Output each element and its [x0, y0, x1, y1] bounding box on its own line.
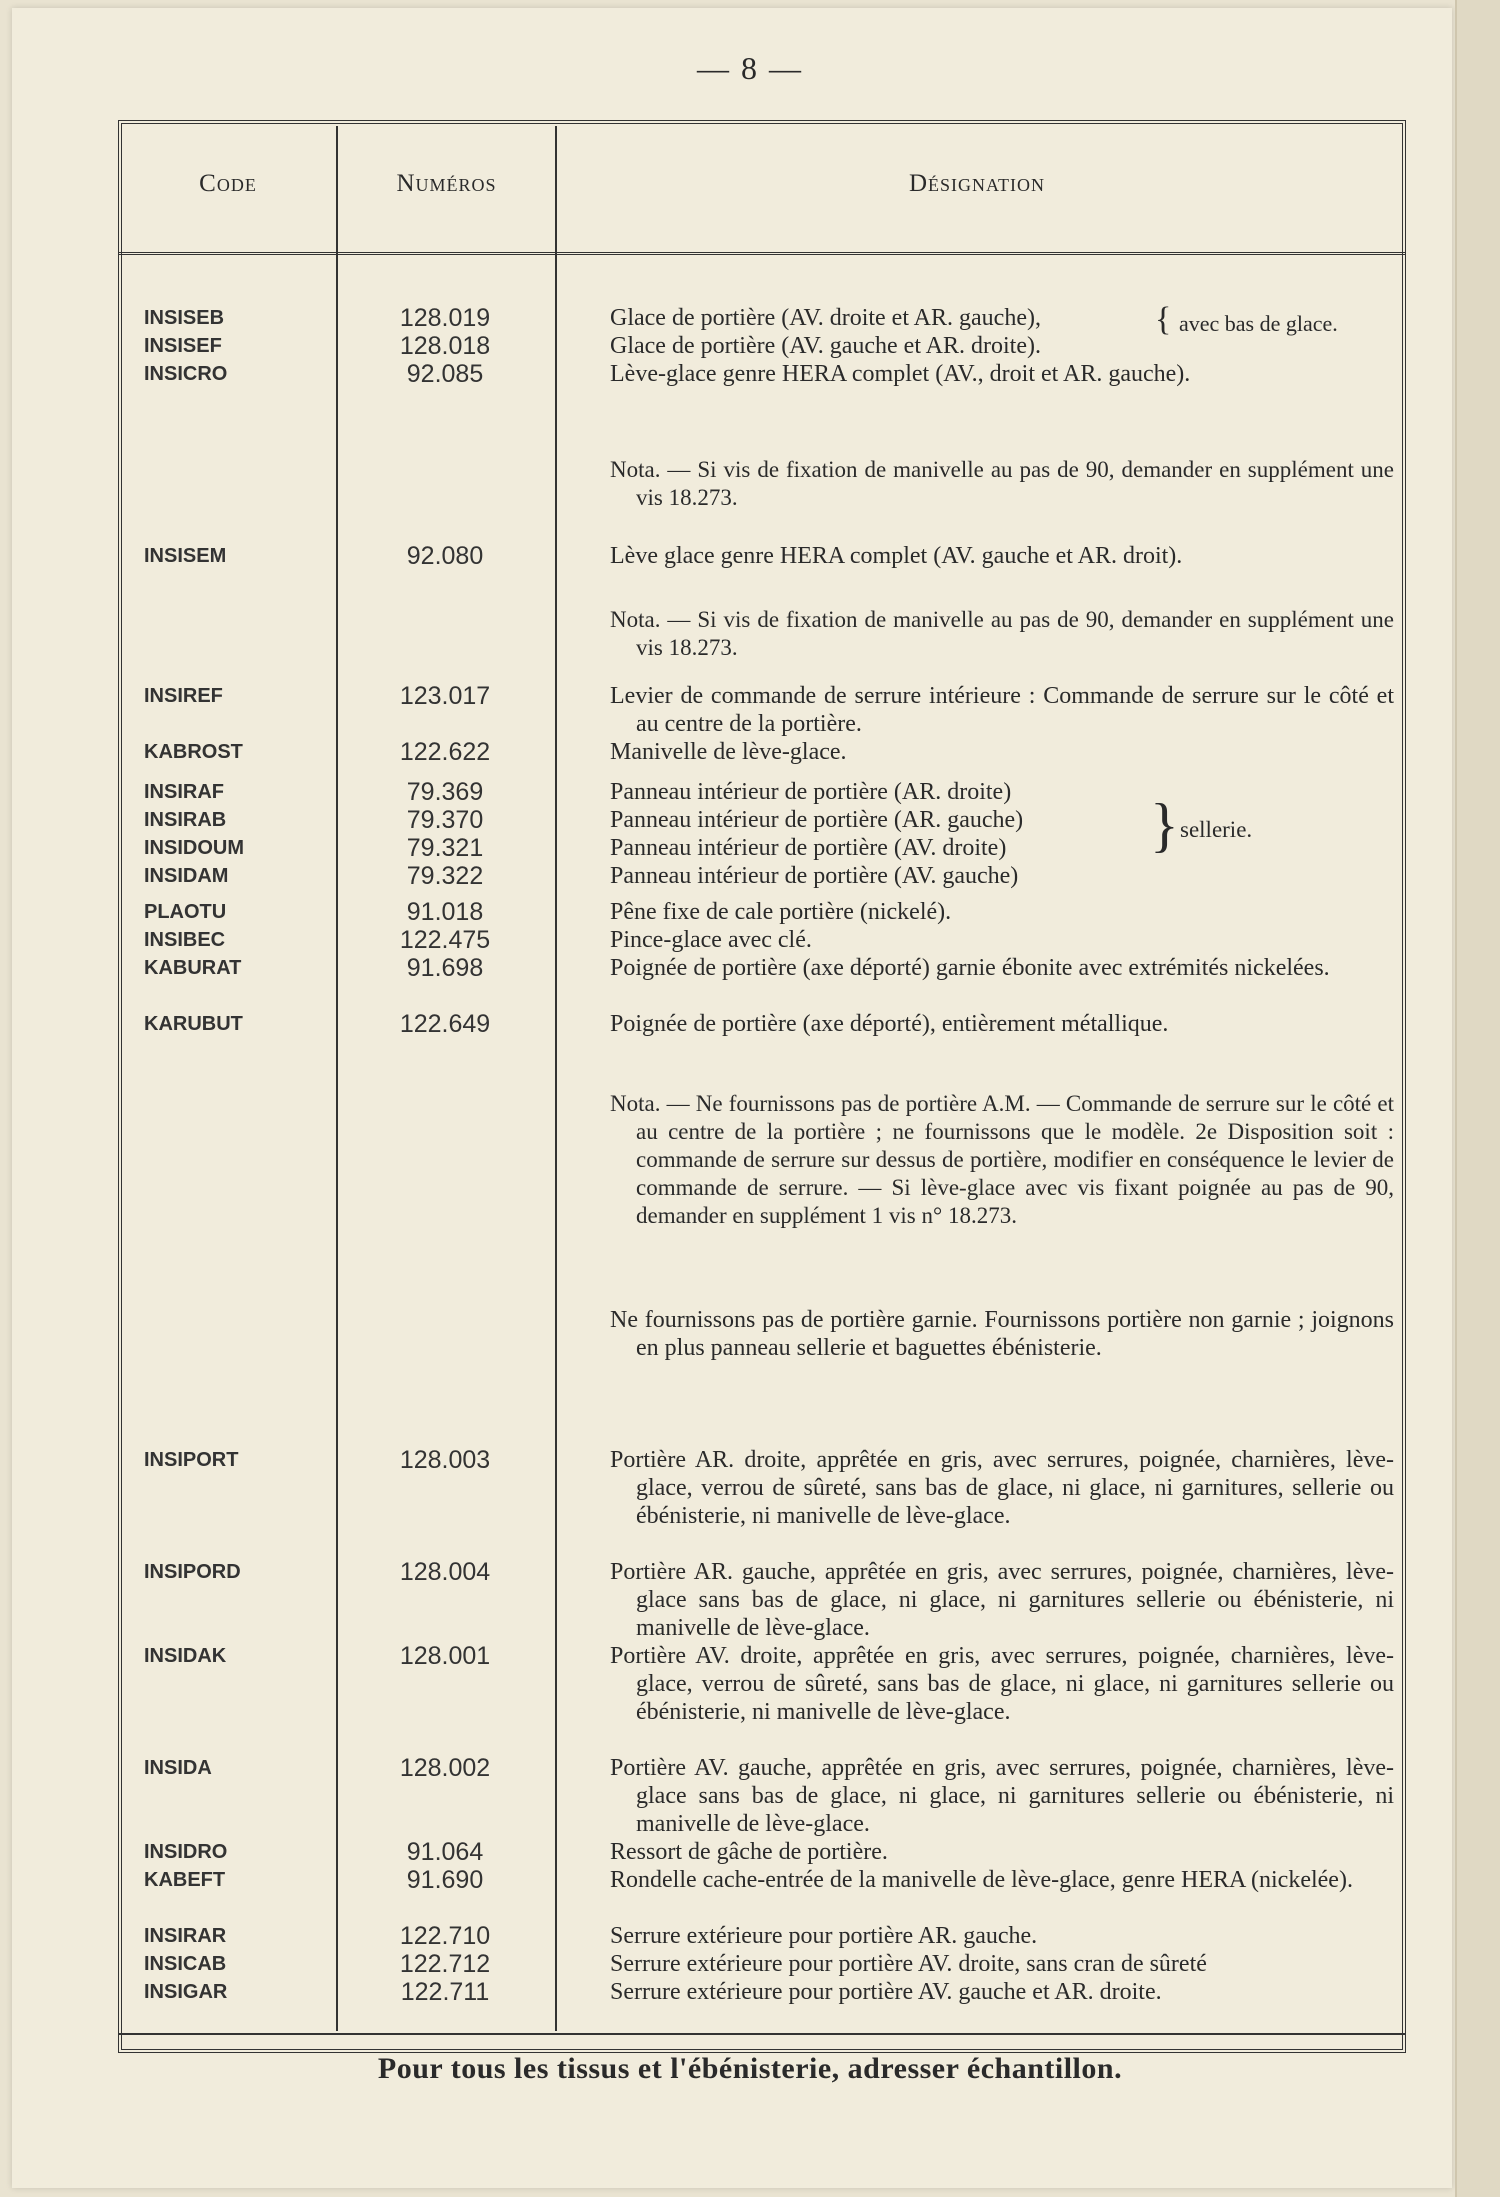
row-code: KABROST — [144, 741, 243, 763]
row-number: 91.690 — [406, 1866, 484, 1894]
row-number: 79.321 — [406, 834, 484, 862]
bracket-text: avec bas de glace. — [1179, 311, 1338, 336]
page-number: — 8 — — [697, 50, 803, 86]
row-designation: Poignée de portière (axe déporté), entièrement métallique. — [610, 1011, 1169, 1037]
footer-notice: Pour tous les tissus et l'ébénisterie, adresser échantillon. — [377, 2052, 1123, 2085]
row-designation: Lève glace genre HERA complet (AV. gauche et AR. droit). — [610, 543, 1183, 569]
row-number: 92.085 — [406, 360, 484, 388]
row-designation: Glace de portière (AV. gauche et AR. droite). — [610, 333, 1041, 359]
row-designation: Poignée de portière (axe déporté) garnie ébonite avec extrémités nickelées. — [610, 955, 1330, 981]
row-number: 122.475 — [399, 926, 491, 954]
row-code: INSIREF — [144, 685, 223, 707]
row-code: INSIDA — [144, 1757, 212, 1779]
row-designation: Panneau intérieur de portière (AR. gauche) — [610, 807, 1024, 833]
row-designation: Manivelle de lève-glace. — [610, 739, 847, 765]
row-number: 91.064 — [406, 1838, 484, 1866]
row-number: 128.004 — [399, 1558, 491, 1586]
row-code: INSIRAB — [144, 809, 227, 831]
row-number: 79.322 — [406, 862, 484, 890]
brace-icon: { — [1155, 301, 1172, 338]
row-code: INSICRO — [144, 363, 228, 385]
row-number: 91.698 — [406, 954, 484, 982]
column-header-code: Code — [199, 170, 257, 197]
row-number: 79.369 — [406, 778, 484, 806]
row-number: 122.622 — [399, 738, 491, 766]
row-code: INSIDOUM — [144, 837, 244, 859]
row-number: 122.712 — [399, 1950, 491, 1978]
row-code: INSISEM — [144, 545, 227, 567]
row-code: INSIDRO — [144, 1841, 228, 1863]
row-code: INSICAB — [144, 1953, 227, 1975]
row-code: INSIDAM — [144, 865, 229, 887]
row-number: 79.370 — [406, 806, 484, 834]
row-code: KABURAT — [144, 957, 242, 979]
row-code: INSISEF — [144, 335, 222, 357]
note-text: Nota. — Si vis de fixation de manivelle au pas de 90, demander en supplément une vis 18.273. — [610, 607, 1394, 660]
row-code: INSIRAR — [144, 1925, 227, 1947]
column-header-numeros: Numéros — [396, 170, 497, 197]
row-number: 128.019 — [399, 304, 491, 332]
header-rule — [118, 252, 1406, 255]
row-code: INSIPORT — [144, 1449, 239, 1471]
row-code: INSIPORD — [144, 1561, 241, 1583]
column-divider-1 — [336, 126, 338, 2031]
row-designation: Levier de commande de serrure intérieure : Commande de serrure sur le côté et au centre de la portière. — [610, 683, 1394, 737]
row-code: KARUBUT — [144, 1013, 243, 1035]
row-code: PLAOTU — [144, 901, 227, 923]
row-designation: Pince-glace avec clé. — [610, 927, 812, 953]
row-code: INSIRAF — [144, 781, 224, 803]
adjacent-page-edge — [1455, 0, 1500, 2197]
row-number: 122.710 — [399, 1922, 491, 1950]
row-designation: Panneau intérieur de portière (AV. gauche) — [610, 863, 1019, 889]
row-code: INSIDAK — [144, 1645, 227, 1667]
row-designation: Serrure extérieure pour portière AV. gauche et AR. droite. — [610, 1979, 1162, 2005]
row-designation: Pêne fixe de cale portière (nickelé). — [610, 899, 952, 925]
row-number: 128.001 — [399, 1642, 491, 1670]
row-code: INSIBEC — [144, 929, 226, 951]
row-designation: Portière AR. gauche, apprêtée en gris, avec serrures, poignée, charnières, lève-glace sans bas de glace, ni glace, ni garnitures sellerie ou ébénisterie, ni manivelle de lève-glace. — [610, 1559, 1394, 1641]
row-number: 123.017 — [399, 682, 491, 710]
column-divider-2 — [555, 126, 557, 2031]
row-code: KABEFT — [144, 1869, 226, 1891]
row-number: 122.711 — [400, 1978, 490, 2006]
bottom-rule — [118, 2033, 1406, 2035]
row-code: INSISEB — [144, 307, 225, 329]
brace-icon: } — [1150, 792, 1179, 858]
row-number: 92.080 — [406, 542, 484, 570]
note-text: Nota. — Si vis de fixation de manivelle au pas de 90, demander en supplément une vis 18.273. — [610, 457, 1394, 510]
row-designation: Panneau intérieur de portière (AR. droite) — [610, 779, 1012, 805]
row-code: INSIGAR — [144, 1981, 228, 2003]
row-number: 128.003 — [399, 1446, 491, 1474]
row-designation: Serrure extérieure pour portière AR. gauche. — [610, 1923, 1038, 1949]
row-designation: Rondelle cache-entrée de la manivelle de lève-glace, genre HERA (nickelée). — [610, 1867, 1353, 1893]
row-designation: Portière AR. droite, apprêtée en gris, avec serrures, poignée, charnières, lève-glace, verrou de sûreté, sans bas de glace, ni glace, ni garnitures, sellerie ou ébénisterie, ni manivelle de lève-glace. — [610, 1447, 1394, 1529]
row-designation: Panneau intérieur de portière (AV. droite) — [610, 835, 1007, 861]
row-number: 122.649 — [399, 1010, 491, 1038]
note-text: Ne fournissons pas de portière garnie. Fournissons portière non garnie ; joignons en plus panneau sellerie et baguettes ébénisterie. — [610, 1307, 1394, 1361]
note-text: Nota. — Ne fournissons pas de portière A.M. — Commande de serrure sur le côté et au centre de la portière ; ne fournissons que le modèle. 2e Disposition soit : commande de serrure sur dessus de portière, modifier en conséquence le levier de commande de serrure. — Si lève-glace avec vis fixant poignée au pas de 90, demander en supplément 1 vis n° 18.273. — [610, 1091, 1394, 1228]
row-designation: Glace de portière (AV. droite et AR. gauche), — [610, 305, 1041, 331]
column-header-designation: Désignation — [908, 170, 1046, 197]
row-designation: Ressort de gâche de portière. — [610, 1839, 888, 1865]
row-designation: Portière AV. gauche, apprêtée en gris, avec serrures, poignée, charnières, lève-glace sans bas de glace, ni glace, ni garnitures sellerie ou ébénisterie, ni manivelle de lève-glace. — [610, 1755, 1394, 1837]
row-designation: Lève-glace genre HERA complet (AV., droit et AR. gauche). — [610, 361, 1191, 387]
row-designation: Serrure extérieure pour portière AV. droite, sans cran de sûreté — [610, 1951, 1207, 1977]
row-designation: Portière AV. droite, apprêtée en gris, avec serrures, poignée, charnières, lève-glace, verrou de sûreté, sans bas de glace, ni glace, ni garnitures sellerie ou ébénisterie, ni manivelle de lève-glace. — [610, 1643, 1394, 1725]
row-number: 128.018 — [399, 332, 491, 360]
row-number: 128.002 — [399, 1754, 491, 1782]
row-number: 91.018 — [406, 898, 484, 926]
bracket-text: sellerie. — [1180, 817, 1253, 842]
